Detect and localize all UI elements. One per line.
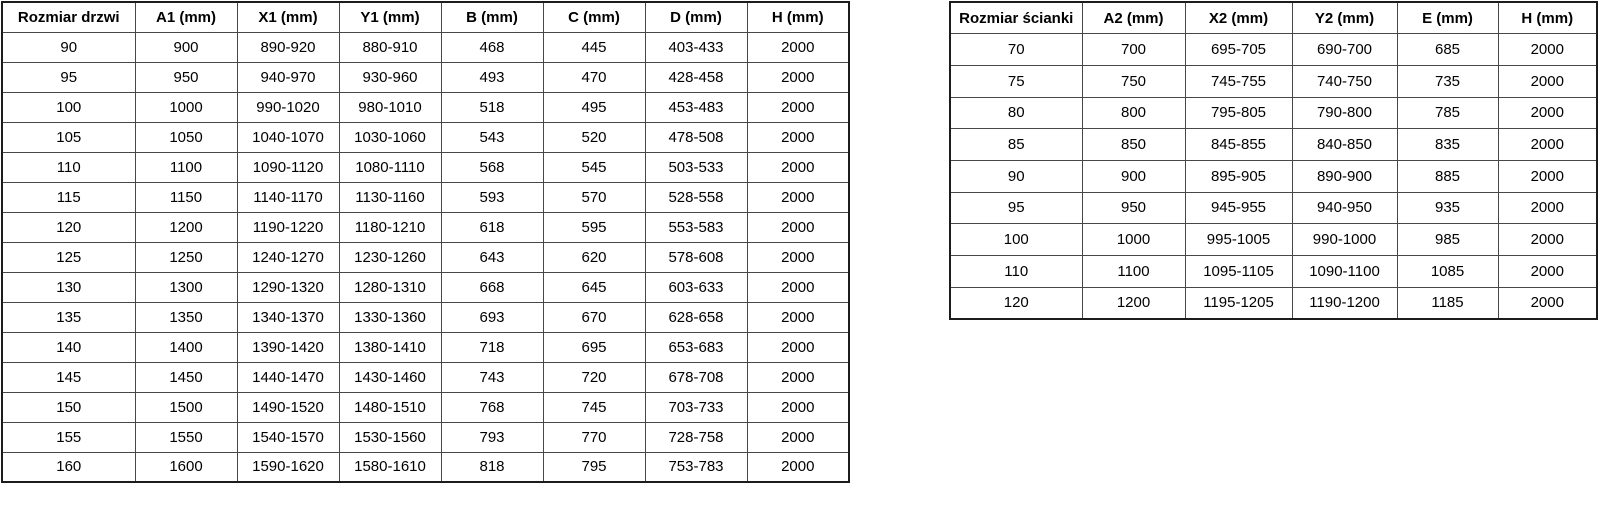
table-cell: 845-855 <box>1185 129 1292 161</box>
table-cell: 1230-1260 <box>339 242 441 272</box>
table-cell: 818 <box>441 452 543 482</box>
table-cell: 503-533 <box>645 152 747 182</box>
table-cell: 753-783 <box>645 452 747 482</box>
table-cell: 100 <box>2 92 135 122</box>
table-cell: 1350 <box>135 302 237 332</box>
table-cell: 2000 <box>1498 65 1597 97</box>
table-cell: 950 <box>135 62 237 92</box>
table-cell: 1590-1620 <box>237 452 339 482</box>
table-cell: 850 <box>1082 129 1185 161</box>
table-cell: 545 <box>543 152 645 182</box>
table-row <box>2 392 849 422</box>
table-cell: 110 <box>2 152 135 182</box>
table-cell: 1580-1610 <box>339 452 441 482</box>
table-cell: 2000 <box>747 92 849 122</box>
table-cell: 1490-1520 <box>237 392 339 422</box>
table-row <box>2 32 849 62</box>
table-cell: 645 <box>543 272 645 302</box>
table-cell: 703-733 <box>645 392 747 422</box>
table-cell: 745 <box>543 392 645 422</box>
table-cell: 95 <box>2 62 135 92</box>
table-cell: 800 <box>1082 97 1185 129</box>
table-row <box>950 192 1597 224</box>
table-cell: 90 <box>950 160 1082 192</box>
table-cell: 1150 <box>135 182 237 212</box>
table-cell: 528-558 <box>645 182 747 212</box>
table-cell: 1195-1205 <box>1185 287 1292 319</box>
table-cell: 1100 <box>135 152 237 182</box>
table-row <box>950 287 1597 319</box>
table-cell: 1100 <box>1082 256 1185 288</box>
column-header: B (mm) <box>441 2 543 32</box>
table-row <box>2 422 849 452</box>
table-cell: 1290-1320 <box>237 272 339 302</box>
table-cell: 728-758 <box>645 422 747 452</box>
table-cell: 2000 <box>747 422 849 452</box>
table-row <box>950 160 1597 192</box>
table-cell: 1200 <box>135 212 237 242</box>
table-row <box>2 332 849 362</box>
table-cell: 790-800 <box>1292 97 1397 129</box>
table-cell: 2000 <box>747 32 849 62</box>
table-row <box>950 97 1597 129</box>
table-cell: 70 <box>950 34 1082 66</box>
table-cell: 1095-1105 <box>1185 256 1292 288</box>
column-header: Y2 (mm) <box>1292 2 1397 34</box>
table-cell: 700 <box>1082 34 1185 66</box>
table-cell: 1600 <box>135 452 237 482</box>
table-cell: 668 <box>441 272 543 302</box>
table-cell: 593 <box>441 182 543 212</box>
table-cell: 745-755 <box>1185 65 1292 97</box>
table-cell: 693 <box>441 302 543 332</box>
column-header: E (mm) <box>1397 2 1498 34</box>
table-row <box>950 129 1597 161</box>
table-cell: 678-708 <box>645 362 747 392</box>
table-cell: 2000 <box>747 332 849 362</box>
table-cell: 768 <box>441 392 543 422</box>
table-cell: 553-583 <box>645 212 747 242</box>
table-cell: 543 <box>441 122 543 152</box>
table-cell: 2000 <box>747 62 849 92</box>
table-cell: 2000 <box>1498 224 1597 256</box>
table-cell: 1085 <box>1397 256 1498 288</box>
table-cell: 930-960 <box>339 62 441 92</box>
table-cell: 718 <box>441 332 543 362</box>
table-cell: 95 <box>950 192 1082 224</box>
table-cell: 795 <box>543 452 645 482</box>
table-cell: 1090-1120 <box>237 152 339 182</box>
table-cell: 478-508 <box>645 122 747 152</box>
column-header: H (mm) <box>747 2 849 32</box>
table-cell: 1080-1110 <box>339 152 441 182</box>
table-cell: 2000 <box>1498 97 1597 129</box>
table-cell: 795-805 <box>1185 97 1292 129</box>
table-cell: 120 <box>2 212 135 242</box>
table-cell: 2000 <box>747 212 849 242</box>
table-cell: 935 <box>1397 192 1498 224</box>
table-cell: 895-905 <box>1185 160 1292 192</box>
table-cell: 493 <box>441 62 543 92</box>
table-cell: 1050 <box>135 122 237 152</box>
table-cell: 770 <box>543 422 645 452</box>
table-cell: 1440-1470 <box>237 362 339 392</box>
table-cell: 160 <box>2 452 135 482</box>
table-row <box>2 272 849 302</box>
table-row <box>2 452 849 482</box>
table-cell: 990-1020 <box>237 92 339 122</box>
table-cell: 1190-1200 <box>1292 287 1397 319</box>
table-row <box>950 256 1597 288</box>
table-cell: 1250 <box>135 242 237 272</box>
table-cell: 1540-1570 <box>237 422 339 452</box>
table-cell: 1280-1310 <box>339 272 441 302</box>
table-cell: 1380-1410 <box>339 332 441 362</box>
table-cell: 518 <box>441 92 543 122</box>
table-cell: 2000 <box>747 302 849 332</box>
column-header: Rozmiar drzwi <box>2 2 135 32</box>
table-cell: 130 <box>2 272 135 302</box>
table-cell: 145 <box>2 362 135 392</box>
table-cell: 1000 <box>1082 224 1185 256</box>
column-header: C (mm) <box>543 2 645 32</box>
table-cell: 453-483 <box>645 92 747 122</box>
table-cell: 890-900 <box>1292 160 1397 192</box>
table-cell: 1430-1460 <box>339 362 441 392</box>
table-row <box>2 92 849 122</box>
column-header: A1 (mm) <box>135 2 237 32</box>
table-cell: 2000 <box>747 362 849 392</box>
table-cell: 900 <box>1082 160 1185 192</box>
table-cell: 1330-1360 <box>339 302 441 332</box>
table-cell: 2000 <box>747 452 849 482</box>
table-cell: 740-750 <box>1292 65 1397 97</box>
table-cell: 2000 <box>747 392 849 422</box>
table-cell: 1030-1060 <box>339 122 441 152</box>
column-header: Rozmiar ścianki <box>950 2 1082 34</box>
table-cell: 2000 <box>1498 129 1597 161</box>
table-cell: 1090-1100 <box>1292 256 1397 288</box>
column-header: A2 (mm) <box>1082 2 1185 34</box>
table-cell: 990-1000 <box>1292 224 1397 256</box>
table-cell: 85 <box>950 129 1082 161</box>
table-cell: 428-458 <box>645 62 747 92</box>
table-cell: 105 <box>2 122 135 152</box>
table-cell: 2000 <box>747 122 849 152</box>
table-cell: 743 <box>441 362 543 392</box>
table-cell: 140 <box>2 332 135 362</box>
table-cell: 578-608 <box>645 242 747 272</box>
table-cell: 1390-1420 <box>237 332 339 362</box>
table-row <box>2 182 849 212</box>
table-row <box>950 224 1597 256</box>
table-cell: 720 <box>543 362 645 392</box>
table-cell: 1300 <box>135 272 237 302</box>
table-cell: 1450 <box>135 362 237 392</box>
table-cell: 885 <box>1397 160 1498 192</box>
door-size-table <box>1 1 850 483</box>
table-row <box>2 212 849 242</box>
table-cell: 1200 <box>1082 287 1185 319</box>
table-cell: 1240-1270 <box>237 242 339 272</box>
table-cell: 1480-1510 <box>339 392 441 422</box>
table-cell: 135 <box>2 302 135 332</box>
table-cell: 750 <box>1082 65 1185 97</box>
table-cell: 670 <box>543 302 645 332</box>
table-cell: 685 <box>1397 34 1498 66</box>
table-row <box>950 34 1597 66</box>
table-row <box>2 152 849 182</box>
table-cell: 1500 <box>135 392 237 422</box>
table-cell: 950 <box>1082 192 1185 224</box>
table-cell: 603-633 <box>645 272 747 302</box>
table-cell: 940-950 <box>1292 192 1397 224</box>
column-header: Y1 (mm) <box>339 2 441 32</box>
table-cell: 618 <box>441 212 543 242</box>
table-cell: 1340-1370 <box>237 302 339 332</box>
column-header: H (mm) <box>1498 2 1597 34</box>
table-cell: 835 <box>1397 129 1498 161</box>
table-cell: 695-705 <box>1185 34 1292 66</box>
table-cell: 2000 <box>1498 287 1597 319</box>
table-cell: 995-1005 <box>1185 224 1292 256</box>
table-cell: 690-700 <box>1292 34 1397 66</box>
table-cell: 470 <box>543 62 645 92</box>
table-cell: 595 <box>543 212 645 242</box>
table-cell: 75 <box>950 65 1082 97</box>
table-cell: 620 <box>543 242 645 272</box>
table-cell: 890-920 <box>237 32 339 62</box>
table-cell: 900 <box>135 32 237 62</box>
table-cell: 1550 <box>135 422 237 452</box>
column-header: X1 (mm) <box>237 2 339 32</box>
table-cell: 735 <box>1397 65 1498 97</box>
table-cell: 880-910 <box>339 32 441 62</box>
table-cell: 90 <box>2 32 135 62</box>
table-cell: 1185 <box>1397 287 1498 319</box>
header-row <box>2 2 849 32</box>
column-header: X2 (mm) <box>1185 2 1292 34</box>
table-cell: 468 <box>441 32 543 62</box>
table-cell: 568 <box>441 152 543 182</box>
table-row <box>2 122 849 152</box>
table-row <box>2 302 849 332</box>
table-cell: 1040-1070 <box>237 122 339 152</box>
table-cell: 2000 <box>747 242 849 272</box>
table-cell: 155 <box>2 422 135 452</box>
header-row <box>950 2 1597 34</box>
table-cell: 2000 <box>747 152 849 182</box>
table-row <box>2 242 849 272</box>
wall-size-table <box>949 1 1598 320</box>
table-cell: 840-850 <box>1292 129 1397 161</box>
table-cell: 120 <box>950 287 1082 319</box>
table-cell: 653-683 <box>645 332 747 362</box>
table-cell: 1530-1560 <box>339 422 441 452</box>
table-cell: 1140-1170 <box>237 182 339 212</box>
table-cell: 1190-1220 <box>237 212 339 242</box>
table-cell: 570 <box>543 182 645 212</box>
table-cell: 1180-1210 <box>339 212 441 242</box>
table-cell: 125 <box>2 242 135 272</box>
table-cell: 940-970 <box>237 62 339 92</box>
table-cell: 1400 <box>135 332 237 362</box>
table-row <box>2 62 849 92</box>
table-cell: 628-658 <box>645 302 747 332</box>
table-cell: 793 <box>441 422 543 452</box>
table-cell: 100 <box>950 224 1082 256</box>
table-cell: 1000 <box>135 92 237 122</box>
table-cell: 445 <box>543 32 645 62</box>
table-cell: 495 <box>543 92 645 122</box>
table-cell: 115 <box>2 182 135 212</box>
table-cell: 80 <box>950 97 1082 129</box>
table-cell: 110 <box>950 256 1082 288</box>
table-cell: 2000 <box>1498 160 1597 192</box>
table-cell: 785 <box>1397 97 1498 129</box>
table-cell: 980-1010 <box>339 92 441 122</box>
table-cell: 2000 <box>747 272 849 302</box>
table-cell: 520 <box>543 122 645 152</box>
table-cell: 2000 <box>1498 34 1597 66</box>
table-cell: 695 <box>543 332 645 362</box>
table-cell: 643 <box>441 242 543 272</box>
table-cell: 150 <box>2 392 135 422</box>
table-cell: 1130-1160 <box>339 182 441 212</box>
table-cell: 2000 <box>1498 192 1597 224</box>
table-row <box>950 65 1597 97</box>
table-cell: 985 <box>1397 224 1498 256</box>
table-cell: 2000 <box>747 182 849 212</box>
table-cell: 403-433 <box>645 32 747 62</box>
table-row <box>2 362 849 392</box>
table-cell: 2000 <box>1498 256 1597 288</box>
column-header: D (mm) <box>645 2 747 32</box>
table-cell: 945-955 <box>1185 192 1292 224</box>
